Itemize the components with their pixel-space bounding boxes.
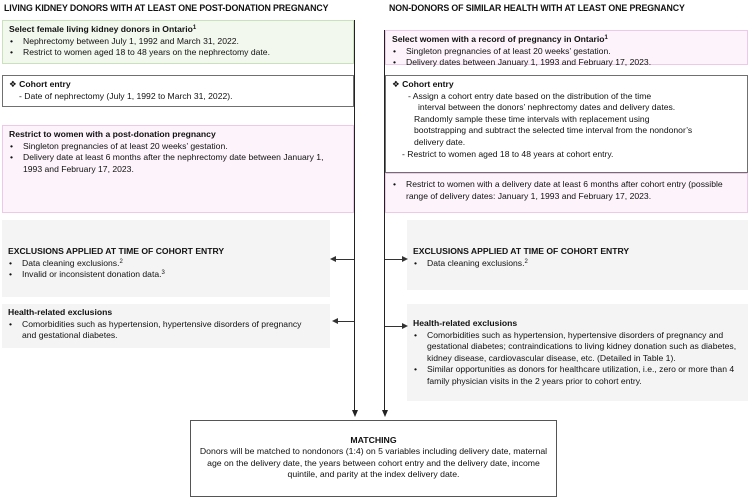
list-item: • Invalid or inconsistent donation data.$^3$ (8, 269, 324, 281)
list-item: • Restrict to women with a delivery date at least 6 months after cohort entry (possible range of delivery dates: January 1, 1993 and February 17, 2023. (392, 179, 741, 202)
right-restrict-box (385, 173, 748, 213)
left-exclusions-box (2, 220, 330, 297)
left-cohort-heading: Cohort entry (19, 79, 71, 89)
right-select-box: Select women with a record of pregnancy in Ontario$^1$ • Singleton pregnancies of at least 20 weeks’ gestation. • Delivery dates between January 1, 1993 and February 17, 2023. (385, 30, 748, 65)
left-select-heading: Select female living kidney donors in Ontario (9, 24, 193, 34)
matching-box (190, 420, 557, 497)
list-item: • Data cleaning exclusions.$^2$ (8, 258, 324, 270)
left-exclusions-heading: EXCLUSIONS APPLIED AT TIME OF COHORT ENTRY (8, 246, 225, 256)
left-health-connector (336, 321, 354, 322)
right-exclusions-connector (385, 259, 403, 260)
left-health-box (2, 304, 330, 348)
left-cohort-entry-box (2, 75, 354, 107)
arrow-right-icon (402, 323, 408, 329)
arrow-right-icon (402, 256, 408, 262)
list-item: • Delivery date at least 6 months after the nephrectomy date between January 1, 1993 and February 17, 2023. (9, 152, 347, 175)
diamond-bullet-icon: ❖ (9, 79, 17, 89)
list-item: • Singleton pregnancies of at least 20 weeks’ gestation. (392, 46, 741, 58)
list-item: • Comorbidities such as hypertension, hypertensive disorders of pregnancy and gestational diabetes. (8, 319, 324, 342)
matching-heading: MATCHING (350, 435, 397, 445)
right-cohort-heading: Cohort entry (402, 79, 454, 89)
right-exclusions-heading: EXCLUSIONS APPLIED AT TIME OF COHORT ENTRY (413, 246, 630, 256)
right-select-heading: Select women with a record of pregnancy in Ontario (392, 34, 605, 44)
matching-text: Donors will be matched to nondonors (1:4) on 5 variables including delivery date, maternal age on the delivery date, the years between cohort entry and the delivery date, income quintile, and parity at the index delivery date. (199, 446, 548, 480)
list-item: • Comorbidities such as hypertension, hypertensive disorders of pregnancy and gestational diabetes; contraindications to living kidney donation such as diabetes, kidney disease, cardiovascular disease, etc. (Detailed in Table 1). (413, 330, 742, 365)
right-column-title: NON-DONORS OF SIMILAR HEALTH WITH AT LEAST ONE PREGNANCY (389, 3, 685, 13)
arrow-left-icon (330, 256, 336, 262)
right-arrow-down-icon (382, 410, 388, 417)
list-item: • Delivery dates between January 1, 1993 and February 17, 2023. (392, 57, 741, 69)
left-flow-line (354, 20, 355, 412)
diamond-bullet-icon: ❖ (392, 79, 400, 89)
left-restrict-heading: Restrict to women with a post-donation pregnancy (9, 129, 216, 139)
left-health-heading: Health-related exclusions (8, 307, 113, 317)
left-column-title: LIVING KIDNEY DONORS WITH AT LEAST ONE POST-DONATION PREGNANCY (4, 3, 329, 13)
left-select-box: Select female living kidney donors in Ontario$^1$ • Nephrectomy between July 1, 1992 and March 31, 2022. • Restrict to women aged 18 to 48 years on the nephrectomy date. (2, 20, 354, 64)
list-item: • Data cleaning exclusions.$^2$ (413, 258, 742, 270)
right-cohort-entry-box: ❖ Cohort entry - Assign a cohort entry date based on the distribution of the time interval between the donors’ nephrectomy dates and delivery dates. Randomly sample these time intervals with replacement using bootstrapping and subtract the selected time interval from the nondonor’s delivery date. - Restrict to women aged 18 to 48 years at cohort entry. (385, 75, 748, 173)
list-item: • Singleton pregnancies of at least 20 weeks’ gestation. (9, 141, 347, 153)
left-arrow-down-icon (352, 410, 358, 417)
left-restrict-box (2, 125, 354, 213)
left-cohort-line: - Date of nephrectomy (July 1, 1992 to March 31, 2022). (19, 90, 233, 101)
list-item: • Similar opportunities as donors for healthcare utilization, i.e., zero or more than 4 family physician visits in the 2 years prior to cohort entry. (413, 364, 742, 387)
list-item: • Nephrectomy between July 1, 1992 and March 31, 2022. (9, 36, 347, 48)
right-health-box (407, 304, 748, 401)
right-health-heading: Health-related exclusions (413, 318, 518, 328)
right-health-connector (385, 326, 403, 327)
right-exclusions-box (407, 220, 748, 290)
left-exclusions-connector (334, 259, 354, 260)
list-item: • Restrict to women aged 18 to 48 years on the nephrectomy date. (9, 47, 347, 59)
arrow-left-icon (332, 318, 338, 324)
